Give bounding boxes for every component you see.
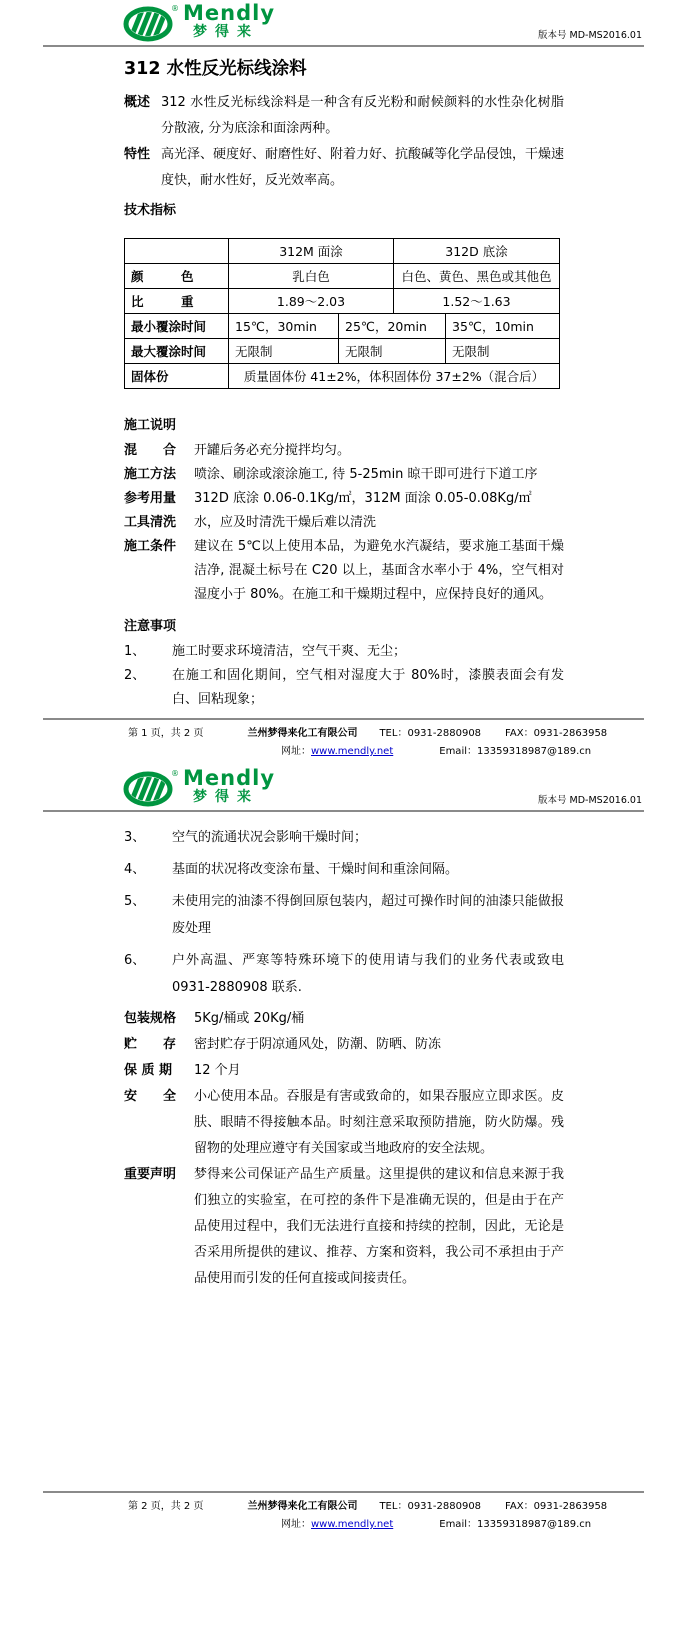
tel-number: TEL：0931-2880908 — [379, 1501, 482, 1512]
field-label: 参考用量 — [124, 491, 177, 506]
email-address: Email：13359318987@189.cn — [439, 746, 592, 757]
note-item-3 — [124, 824, 564, 851]
mendly-logo — [123, 3, 275, 43]
tel-number: TEL：0931-2880908 — [379, 728, 482, 739]
field-label: 贮 存 — [124, 1037, 177, 1052]
table-row-gravity — [125, 289, 560, 314]
min-recoat-35: 35℃，10min — [446, 314, 560, 339]
field-label: 包装规格 — [124, 1011, 177, 1026]
brand-name-en: Mendly — [183, 766, 276, 790]
website-label: 网址： — [281, 746, 311, 757]
field-text: 5Kg/桶或 20Kg/桶 — [194, 1011, 305, 1026]
note-number: 3、 — [124, 830, 146, 845]
field-text: 水，应及时清洗干燥后难以清洗 — [194, 515, 377, 530]
field-coverage — [124, 487, 564, 511]
color-value-m: 乳白色 — [229, 264, 394, 289]
page1-footer — [43, 718, 644, 757]
note-item-2 — [124, 664, 564, 712]
page1-content — [124, 55, 564, 712]
field-text: 密封贮存于阴凉通风处，防潮、防晒、防冻 — [194, 1037, 442, 1052]
fax-number: FAX：0931-2863958 — [505, 1501, 608, 1512]
company-name: 兰州梦得来化工有限公司 — [247, 1501, 358, 1512]
page-header — [43, 760, 644, 812]
brand-name-cn: 梦得来 — [193, 789, 259, 805]
field-text: 建议在 5℃以上使用本品，为避免水汽凝结，要求施工基面干燥洁净, 混凝土标号在 C20 以上，基面含水率小于 4%，空气相对湿度小于 80%。在施工和干燥期过程中，应保持良好的通风。 — [194, 539, 564, 602]
mendly-logo-icon — [123, 768, 179, 808]
construction-heading: 施工说明 — [124, 418, 177, 433]
note-number: 4、 — [124, 862, 146, 877]
tech-specs-heading: 技术指标 — [124, 203, 177, 218]
tech-specs-table — [124, 238, 560, 389]
table-cell-empty — [125, 239, 229, 264]
field-label: 施工条件 — [124, 539, 177, 554]
solids-label: 固体份 — [125, 364, 229, 389]
mendly-logo — [123, 768, 275, 808]
field-label: 施工方法 — [124, 467, 177, 482]
field-text: 312D 底涂 0.06-0.1Kg/㎡，312M 面涂 0.05-0.08Kg/㎡ — [194, 491, 532, 506]
overview-row — [124, 90, 564, 142]
page2-content — [124, 812, 564, 1292]
registered-mark-icon: ® — [171, 4, 179, 13]
field-label: 混 合 — [124, 443, 177, 458]
table-row-header — [125, 239, 560, 264]
gravity-label: 比 重 — [125, 289, 229, 314]
website-link[interactable]: www.mendly.net — [311, 746, 394, 757]
field-label: 重要声明 — [124, 1167, 177, 1182]
note-number: 6、 — [124, 953, 146, 968]
version-label: 版本号 MD-MS2016.01 — [538, 30, 642, 41]
features-text: 高光泽、硬度好、耐磨性好、附着力好、抗酸碱等化学品侵蚀，干燥速度快，耐水性好，反光效率高。 — [161, 147, 565, 188]
table-row-max-recoat — [125, 339, 560, 364]
note-item-1 — [124, 640, 564, 664]
version-label: 版本号 MD-MS2016.01 — [538, 795, 642, 806]
brand-name-en: Mendly — [183, 1, 276, 25]
note-item-6 — [124, 947, 564, 1001]
note-text: 施工时要求环境清洁，空气干爽、无尘； — [172, 644, 407, 659]
gravity-value-m: 1.89～2.03 — [229, 289, 394, 314]
website-label: 网址： — [281, 1519, 311, 1530]
color-label: 颜 色 — [125, 264, 229, 289]
website-row — [281, 1515, 393, 1530]
field-packaging — [124, 1006, 564, 1032]
page-number: 第 1 页，共 2 页 — [128, 728, 204, 739]
field-disclaimer — [124, 1162, 564, 1292]
max-recoat-2: 无限制 — [339, 339, 446, 364]
field-shelf-life — [124, 1058, 564, 1084]
field-text: 喷涂、刷涂或滚涂施工, 待 5-25min 晾干即可进行下道工序 — [194, 467, 538, 482]
field-safety — [124, 1084, 564, 1162]
mendly-logo-icon — [123, 3, 179, 43]
table-row-solids — [125, 364, 560, 389]
note-text: 在施工和固化期间，空气相对湿度大于 80%时，漆膜表面会有发白、回粘现象； — [172, 668, 564, 707]
note-item-5 — [124, 888, 564, 942]
gravity-value-d: 1.52～1.63 — [394, 289, 560, 314]
features-label: 特性 — [124, 147, 151, 162]
overview-label: 概述 — [124, 95, 151, 110]
field-text: 开罐后务必充分搅拌均匀。 — [194, 443, 351, 458]
table-col-312m: 312M 面涂 — [229, 239, 394, 264]
features-row — [124, 142, 564, 194]
field-label: 安 全 — [124, 1089, 177, 1104]
website-link[interactable]: www.mendly.net — [311, 1519, 394, 1530]
min-recoat-15: 15℃，30min — [229, 314, 339, 339]
solids-value: 质量固体份 41±2%，体积固体份 37±2%（混合后） — [229, 364, 560, 389]
field-label: 保 质 期 — [124, 1063, 173, 1078]
min-recoat-25: 25℃，20min — [339, 314, 446, 339]
note-text: 空气的流通状况会影响干燥时间； — [172, 830, 368, 845]
table-row-min-recoat — [125, 314, 560, 339]
page-number: 第 2 页，共 2 页 — [128, 1501, 204, 1512]
field-tool-cleaning — [124, 511, 564, 535]
note-text: 户外高温、严寒等特殊环境下的使用请与我们的业务代表或致电 0931-2880908 联系. — [172, 953, 564, 995]
field-application-conditions — [124, 535, 564, 607]
max-recoat-1: 无限制 — [229, 339, 339, 364]
notes-heading: 注意事项 — [124, 619, 177, 634]
fax-number: FAX：0931-2863958 — [505, 728, 608, 739]
field-application-method — [124, 463, 564, 487]
field-text: 梦得来公司保证产品生产质量。这里提供的建议和信息来源于我们独立的实验室，在可控的条件下是准确无误的，但是由于在产品使用过程中，我们无法进行直接和持续的控制，因此，无论是否采用所提供的建议、推荐、方案和资料，我公司不承担由于产品使用而引发的任何直接或间接责任。 — [194, 1167, 564, 1286]
table-row-color — [125, 264, 560, 289]
page-2 — [0, 760, 687, 1638]
min-recoat-label: 最小覆涂时间 — [125, 314, 229, 339]
overview-text: 312 水性反光标线涂料是一种含有反光粉和耐候颜料的水性杂化树脂分散液, 分为底涂和面涂两种。 — [161, 95, 564, 136]
email-address: Email：13359318987@189.cn — [439, 1519, 592, 1530]
note-number: 1、 — [124, 644, 146, 659]
page-title: 312 水性反光标线涂料 — [124, 59, 307, 79]
registered-mark-icon: ® — [171, 769, 179, 778]
field-text: 小心使用本品。吞服是有害或致命的，如果吞服应立即求医。皮肤、眼睛不得接触本品。时刻注意采取预防措施，防火防爆。残留物的处理应遵守有关国家或当地政府的安全法规。 — [194, 1089, 564, 1156]
page-1 — [0, 0, 687, 760]
color-value-d: 白色、黄色、黑色或其他色 — [394, 264, 560, 289]
field-label: 工具清洗 — [124, 515, 177, 530]
note-text: 未使用完的油漆不得倒回原包装内，超过可操作时间的油漆只能做报废处理 — [172, 894, 564, 936]
brand-name-cn: 梦得来 — [193, 24, 259, 40]
company-name: 兰州梦得来化工有限公司 — [247, 728, 358, 739]
field-storage — [124, 1032, 564, 1058]
website-row — [281, 742, 393, 757]
field-text: 12 个月 — [194, 1063, 241, 1078]
field-mixing — [124, 439, 564, 463]
note-number: 2、 — [124, 668, 146, 683]
note-text: 基面的状况将改变涂布量、干燥时间和重涂间隔。 — [172, 862, 459, 877]
note-item-4 — [124, 856, 564, 883]
max-recoat-label: 最大覆涂时间 — [125, 339, 229, 364]
page-header — [43, 0, 644, 47]
table-col-312d: 312D 底涂 — [394, 239, 560, 264]
max-recoat-3: 无限制 — [446, 339, 560, 364]
note-number: 5、 — [124, 894, 146, 909]
page2-footer — [43, 1491, 644, 1530]
